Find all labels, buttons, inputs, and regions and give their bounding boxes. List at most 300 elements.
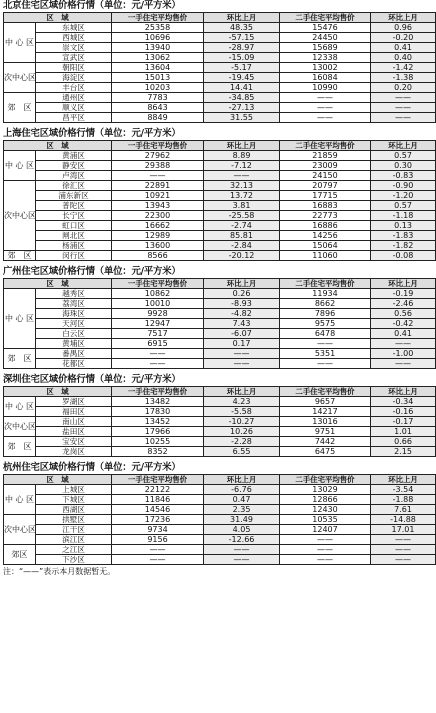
second-price-cell: 22773 bbox=[280, 211, 371, 221]
second-price-cell: 16084 bbox=[280, 73, 371, 83]
table-row bbox=[4, 525, 436, 535]
new-change-cell: —— bbox=[204, 171, 280, 181]
second-price-cell: 9751 bbox=[280, 427, 371, 437]
new-price-cell: 11846 bbox=[112, 495, 204, 505]
new-price-cell: 9734 bbox=[112, 525, 204, 535]
second-change-cell: 0.56 bbox=[371, 309, 436, 319]
district-cell: 顺义区 bbox=[36, 103, 112, 113]
new-change-cell: 10.26 bbox=[204, 427, 280, 437]
second-price-cell: 6475 bbox=[280, 447, 371, 457]
new-change-cell: -25.58 bbox=[204, 211, 280, 221]
new-change-cell: -10.27 bbox=[204, 417, 280, 427]
district-cell: 海珠区 bbox=[36, 309, 112, 319]
district-cell: 上城区 bbox=[36, 485, 112, 495]
new-price-cell: 17830 bbox=[112, 407, 204, 417]
second-price-cell: —— bbox=[280, 555, 371, 565]
second-change-cell: -1.88 bbox=[371, 495, 436, 505]
district-cell: 天河区 bbox=[36, 319, 112, 329]
second-price-cell: —— bbox=[280, 339, 371, 349]
district-cell: 宣武区 bbox=[36, 53, 112, 63]
new-change-cell: —— bbox=[204, 555, 280, 565]
second-price-cell: —— bbox=[280, 545, 371, 555]
district-cell: 花都区 bbox=[36, 359, 112, 369]
new-price-cell: 7783 bbox=[112, 93, 204, 103]
second-price-cell: 17715 bbox=[280, 191, 371, 201]
district-cell: 普陀区 bbox=[36, 201, 112, 211]
district-cell: 黄浦区 bbox=[36, 151, 112, 161]
new-price-cell: 22300 bbox=[112, 211, 204, 221]
new-change-cell: 31.49 bbox=[204, 515, 280, 525]
district-cell: 徐汇区 bbox=[36, 181, 112, 191]
second-change-cell: -1.83 bbox=[371, 231, 436, 241]
new-change-cell: 6.55 bbox=[204, 447, 280, 457]
second-change-cell: 0.57 bbox=[371, 201, 436, 211]
new-price-cell: 29388 bbox=[112, 161, 204, 171]
new-price-cell: —— bbox=[112, 545, 204, 555]
district-cell: 闵行区 bbox=[36, 251, 112, 261]
new-price-cell: 10921 bbox=[112, 191, 204, 201]
second-price-cell: 7896 bbox=[280, 309, 371, 319]
table-row bbox=[4, 151, 436, 161]
unit-note: （单位：元/平方米） bbox=[94, 128, 181, 139]
new-price-cell: 13600 bbox=[112, 241, 204, 251]
second-price-cell: 15689 bbox=[280, 43, 371, 53]
price-table bbox=[3, 12, 436, 123]
district-cell: 昌平区 bbox=[36, 113, 112, 123]
district-cell: 海淀区 bbox=[36, 73, 112, 83]
column-header-new-price: 一手住宅平均售价 bbox=[112, 279, 204, 289]
district-cell: 长宁区 bbox=[36, 211, 112, 221]
new-change-cell: -4.82 bbox=[204, 309, 280, 319]
column-header-second-price: 二手住宅平均售价 bbox=[280, 387, 371, 397]
new-change-cell: 14.41 bbox=[204, 83, 280, 93]
second-change-cell: -0.08 bbox=[371, 251, 436, 261]
new-price-cell: 17966 bbox=[112, 427, 204, 437]
second-change-cell: 0.20 bbox=[371, 83, 436, 93]
new-change-cell: 13.72 bbox=[204, 191, 280, 201]
district-cell: 白云区 bbox=[36, 329, 112, 339]
table-row bbox=[4, 211, 436, 221]
table-row bbox=[4, 495, 436, 505]
new-price-cell: 13604 bbox=[112, 63, 204, 73]
column-header-second-price: 二手住宅平均售价 bbox=[280, 141, 371, 151]
new-change-cell: -6.07 bbox=[204, 329, 280, 339]
new-change-cell: 4.05 bbox=[204, 525, 280, 535]
second-price-cell: 12430 bbox=[280, 505, 371, 515]
district-cell: 闸北区 bbox=[36, 231, 112, 241]
price-section bbox=[3, 266, 418, 374]
table-header-row bbox=[4, 475, 436, 485]
table-row bbox=[4, 515, 436, 525]
column-header-region: 区 域 bbox=[4, 387, 112, 397]
column-header-new-change: 环比上月 bbox=[204, 475, 280, 485]
column-header-new-change: 环比上月 bbox=[204, 141, 280, 151]
second-change-cell: 0.96 bbox=[371, 23, 436, 33]
unit-note: （单位：元/平方米） bbox=[94, 462, 181, 473]
district-cell: 卢湾区 bbox=[36, 171, 112, 181]
section-title bbox=[3, 0, 397, 12]
column-header-second-change: 环比上月 bbox=[371, 141, 436, 151]
second-change-cell: -0.42 bbox=[371, 319, 436, 329]
new-change-cell: —— bbox=[204, 545, 280, 555]
table-row bbox=[4, 63, 436, 73]
new-price-cell: 10010 bbox=[112, 299, 204, 309]
district-cell: 番禺区 bbox=[36, 349, 112, 359]
region-group-cell: 次中心区 bbox=[4, 417, 36, 437]
district-cell: 荔湾区 bbox=[36, 299, 112, 309]
table-row bbox=[4, 309, 436, 319]
column-header-second-change: 环比上月 bbox=[371, 279, 436, 289]
second-price-cell: 10535 bbox=[280, 515, 371, 525]
column-header-second-change: 环比上月 bbox=[371, 13, 436, 23]
new-price-cell: 10203 bbox=[112, 83, 204, 93]
second-price-cell: 5351 bbox=[280, 349, 371, 359]
region-group-cell: 次中心区 bbox=[4, 63, 36, 93]
table-row bbox=[4, 485, 436, 495]
column-header-new-change: 环比上月 bbox=[204, 279, 280, 289]
district-cell: 西城区 bbox=[36, 33, 112, 43]
table-row bbox=[4, 171, 436, 181]
new-change-cell: 31.55 bbox=[204, 113, 280, 123]
new-change-cell: -20.12 bbox=[204, 251, 280, 261]
section-title bbox=[3, 266, 397, 278]
unit-note: （单位：元/平方米） bbox=[94, 266, 181, 277]
new-price-cell: 12989 bbox=[112, 231, 204, 241]
second-change-cell: -1.00 bbox=[371, 349, 436, 359]
second-change-cell: —— bbox=[371, 339, 436, 349]
new-change-cell: 85.81 bbox=[204, 231, 280, 241]
district-cell: 江干区 bbox=[36, 525, 112, 535]
new-price-cell: —— bbox=[112, 359, 204, 369]
section-title bbox=[3, 462, 397, 474]
second-change-cell: -1.18 bbox=[371, 211, 436, 221]
district-cell: 拱墅区 bbox=[36, 515, 112, 525]
unit-note: （单位：元/平方米） bbox=[94, 0, 181, 11]
table-row bbox=[4, 251, 436, 261]
new-change-cell: -2.84 bbox=[204, 241, 280, 251]
new-change-cell: 0.26 bbox=[204, 289, 280, 299]
second-price-cell: 12407 bbox=[280, 525, 371, 535]
second-change-cell: -1.82 bbox=[371, 241, 436, 251]
new-change-cell: -8.93 bbox=[204, 299, 280, 309]
table-row bbox=[4, 221, 436, 231]
district-cell: 福田区 bbox=[36, 407, 112, 417]
new-price-cell: 10255 bbox=[112, 437, 204, 447]
table-row bbox=[4, 407, 436, 417]
table-row bbox=[4, 289, 436, 299]
second-price-cell: 12338 bbox=[280, 53, 371, 63]
new-change-cell: -7.12 bbox=[204, 161, 280, 171]
new-price-cell: 15013 bbox=[112, 73, 204, 83]
second-change-cell: 1.01 bbox=[371, 427, 436, 437]
new-change-cell: 4.23 bbox=[204, 397, 280, 407]
second-change-cell: -0.34 bbox=[371, 397, 436, 407]
second-change-cell: —— bbox=[371, 93, 436, 103]
district-cell: 浦东新区 bbox=[36, 191, 112, 201]
region-group-cell: 中 心 区 bbox=[4, 397, 36, 417]
second-price-cell: 14256 bbox=[280, 231, 371, 241]
second-change-cell: 0.41 bbox=[371, 43, 436, 53]
new-price-cell: 13452 bbox=[112, 417, 204, 427]
second-change-cell: -1.38 bbox=[371, 73, 436, 83]
footnote: 注：“——”表示本月数据暂无。 bbox=[3, 567, 116, 576]
second-change-cell: —— bbox=[371, 103, 436, 113]
district-cell: 静安区 bbox=[36, 161, 112, 171]
second-change-cell: —— bbox=[371, 113, 436, 123]
table-row bbox=[4, 505, 436, 515]
new-price-cell: 10862 bbox=[112, 289, 204, 299]
new-price-cell: 17236 bbox=[112, 515, 204, 525]
district-cell: 盐田区 bbox=[36, 427, 112, 437]
district-cell: 龙岗区 bbox=[36, 447, 112, 457]
new-change-cell: -6.76 bbox=[204, 485, 280, 495]
new-change-cell: 3.81 bbox=[204, 201, 280, 211]
region-group-cell: 郊 区 bbox=[4, 437, 36, 457]
second-change-cell: -0.16 bbox=[371, 407, 436, 417]
table-row bbox=[4, 113, 436, 123]
second-price-cell: 20797 bbox=[280, 181, 371, 191]
second-change-cell: 0.13 bbox=[371, 221, 436, 231]
new-change-cell: 48.35 bbox=[204, 23, 280, 33]
table-row bbox=[4, 191, 436, 201]
new-change-cell: -27.13 bbox=[204, 103, 280, 113]
region-group-cell: 次中心区 bbox=[4, 515, 36, 545]
new-change-cell: -5.17 bbox=[204, 63, 280, 73]
new-price-cell: 8643 bbox=[112, 103, 204, 113]
district-cell: 滨江区 bbox=[36, 535, 112, 545]
second-change-cell: -14.88 bbox=[371, 515, 436, 525]
region-group-cell: 中 心 区 bbox=[4, 289, 36, 349]
second-price-cell: —— bbox=[280, 535, 371, 545]
new-change-cell: 0.47 bbox=[204, 495, 280, 505]
district-cell: 朝阳区 bbox=[36, 63, 112, 73]
district-cell: 之江区 bbox=[36, 545, 112, 555]
table-row bbox=[4, 447, 436, 457]
new-change-cell: -19.45 bbox=[204, 73, 280, 83]
district-cell: 杨浦区 bbox=[36, 241, 112, 251]
new-change-cell: —— bbox=[204, 349, 280, 359]
second-change-cell: —— bbox=[371, 555, 436, 565]
price-section bbox=[3, 374, 418, 462]
new-change-cell: 8.89 bbox=[204, 151, 280, 161]
table-header-row bbox=[4, 387, 436, 397]
second-price-cell: 24450 bbox=[280, 33, 371, 43]
table-header-row bbox=[4, 141, 436, 151]
district-cell: 宝安区 bbox=[36, 437, 112, 447]
second-price-cell: 14217 bbox=[280, 407, 371, 417]
new-price-cell: 25358 bbox=[112, 23, 204, 33]
table-row bbox=[4, 161, 436, 171]
new-change-cell: —— bbox=[204, 359, 280, 369]
second-change-cell: -0.17 bbox=[371, 417, 436, 427]
table-row bbox=[4, 231, 436, 241]
second-change-cell: -3.54 bbox=[371, 485, 436, 495]
second-price-cell: 13002 bbox=[280, 63, 371, 73]
table-row bbox=[4, 53, 436, 63]
price-section bbox=[3, 462, 418, 565]
new-change-cell: -2.74 bbox=[204, 221, 280, 231]
region-group-cell: 郊 区 bbox=[4, 349, 36, 369]
second-price-cell: 23009 bbox=[280, 161, 371, 171]
second-price-cell: 7442 bbox=[280, 437, 371, 447]
second-change-cell: -0.19 bbox=[371, 289, 436, 299]
new-price-cell: 13062 bbox=[112, 53, 204, 63]
district-cell: 南山区 bbox=[36, 417, 112, 427]
district-cell: 西湖区 bbox=[36, 505, 112, 515]
new-price-cell: 22891 bbox=[112, 181, 204, 191]
second-price-cell: —— bbox=[280, 103, 371, 113]
column-header-second-change: 环比上月 bbox=[371, 475, 436, 485]
column-header-new-change: 环比上月 bbox=[204, 13, 280, 23]
second-change-cell: —— bbox=[371, 535, 436, 545]
table-row bbox=[4, 359, 436, 369]
new-change-cell: -5.58 bbox=[204, 407, 280, 417]
new-change-cell: -2.28 bbox=[204, 437, 280, 447]
second-price-cell: 15476 bbox=[280, 23, 371, 33]
new-price-cell: —— bbox=[112, 349, 204, 359]
price-table bbox=[3, 474, 436, 565]
district-cell: 通州区 bbox=[36, 93, 112, 103]
region-group-cell: 中 心 区 bbox=[4, 151, 36, 181]
second-change-cell: 0.40 bbox=[371, 53, 436, 63]
table-row bbox=[4, 555, 436, 565]
second-change-cell: 17.01 bbox=[371, 525, 436, 535]
column-header-second-price: 二手住宅平均售价 bbox=[280, 279, 371, 289]
table-row bbox=[4, 545, 436, 555]
new-change-cell: -57.15 bbox=[204, 33, 280, 43]
table-row bbox=[4, 339, 436, 349]
second-change-cell: 0.57 bbox=[371, 151, 436, 161]
section-title-text: 广州住宅区域价格行情 bbox=[3, 266, 95, 277]
second-price-cell: 16883 bbox=[280, 201, 371, 211]
new-change-cell: -12.66 bbox=[204, 535, 280, 545]
second-change-cell: —— bbox=[371, 545, 436, 555]
second-price-cell: 9657 bbox=[280, 397, 371, 407]
new-price-cell: 8566 bbox=[112, 251, 204, 261]
section-title-text: 深圳住宅区域价格行情 bbox=[3, 374, 95, 385]
column-header-region: 区 域 bbox=[4, 13, 112, 23]
new-price-cell: 6915 bbox=[112, 339, 204, 349]
district-cell: 罗湖区 bbox=[36, 397, 112, 407]
region-group-cell: 郊区 bbox=[4, 545, 36, 565]
new-price-cell: 10696 bbox=[112, 33, 204, 43]
table-row bbox=[4, 241, 436, 251]
second-price-cell: —— bbox=[280, 93, 371, 103]
new-price-cell: 14546 bbox=[112, 505, 204, 515]
new-price-cell: 8352 bbox=[112, 447, 204, 457]
second-price-cell: —— bbox=[280, 113, 371, 123]
second-change-cell: 0.41 bbox=[371, 329, 436, 339]
table-row bbox=[4, 73, 436, 83]
column-header-second-change: 环比上月 bbox=[371, 387, 436, 397]
second-change-cell: -0.20 bbox=[371, 33, 436, 43]
district-cell: 崇文区 bbox=[36, 43, 112, 53]
second-price-cell: 10990 bbox=[280, 83, 371, 93]
second-price-cell: 13016 bbox=[280, 417, 371, 427]
second-change-cell: 0.66 bbox=[371, 437, 436, 447]
new-change-cell: 32.13 bbox=[204, 181, 280, 191]
district-cell: 东城区 bbox=[36, 23, 112, 33]
table-row bbox=[4, 397, 436, 407]
price-table bbox=[3, 140, 436, 261]
second-price-cell: 21859 bbox=[280, 151, 371, 161]
district-cell: 下沙区 bbox=[36, 555, 112, 565]
second-price-cell: 8662 bbox=[280, 299, 371, 309]
second-change-cell: -1.20 bbox=[371, 191, 436, 201]
second-change-cell: -1.42 bbox=[371, 63, 436, 73]
second-change-cell: -0.83 bbox=[371, 171, 436, 181]
region-group-cell: 郊 区 bbox=[4, 251, 36, 261]
section-title bbox=[3, 128, 397, 140]
price-table bbox=[3, 386, 436, 457]
second-change-cell: 7.61 bbox=[371, 505, 436, 515]
district-cell: 下城区 bbox=[36, 495, 112, 505]
column-header-second-price: 二手住宅平均售价 bbox=[280, 13, 371, 23]
new-price-cell: 7517 bbox=[112, 329, 204, 339]
new-price-cell: 9928 bbox=[112, 309, 204, 319]
new-price-cell: 13482 bbox=[112, 397, 204, 407]
new-change-cell: 2.35 bbox=[204, 505, 280, 515]
district-cell: 越秀区 bbox=[36, 289, 112, 299]
table-header-row bbox=[4, 13, 436, 23]
table-header-row bbox=[4, 279, 436, 289]
second-change-cell: -0.90 bbox=[371, 181, 436, 191]
column-header-new-price: 一手住宅平均售价 bbox=[112, 141, 204, 151]
second-change-cell: -2.46 bbox=[371, 299, 436, 309]
section-title-text: 北京住宅区域价格行情 bbox=[3, 0, 95, 11]
table-row bbox=[4, 181, 436, 191]
column-header-region: 区 域 bbox=[4, 475, 112, 485]
table-row bbox=[4, 437, 436, 447]
region-group-cell: 中 心 区 bbox=[4, 23, 36, 63]
column-header-region: 区 域 bbox=[4, 141, 112, 151]
new-change-cell: -34.85 bbox=[204, 93, 280, 103]
price-section bbox=[3, 0, 418, 128]
second-change-cell: —— bbox=[371, 359, 436, 369]
second-price-cell: 16886 bbox=[280, 221, 371, 231]
column-header-new-change: 环比上月 bbox=[204, 387, 280, 397]
new-price-cell: —— bbox=[112, 555, 204, 565]
table-row bbox=[4, 201, 436, 211]
second-price-cell: 6478 bbox=[280, 329, 371, 339]
price-section bbox=[3, 128, 418, 266]
table-row bbox=[4, 93, 436, 103]
column-header-new-price: 一手住宅平均售价 bbox=[112, 475, 204, 485]
new-price-cell: 16662 bbox=[112, 221, 204, 231]
second-change-cell: 0.30 bbox=[371, 161, 436, 171]
second-price-cell: 15064 bbox=[280, 241, 371, 251]
table-row bbox=[4, 33, 436, 43]
second-change-cell: 2.15 bbox=[371, 447, 436, 457]
new-change-cell: -15.09 bbox=[204, 53, 280, 63]
new-price-cell: 12947 bbox=[112, 319, 204, 329]
second-price-cell: —— bbox=[280, 359, 371, 369]
table-row bbox=[4, 43, 436, 53]
second-price-cell: 24150 bbox=[280, 171, 371, 181]
column-header-new-price: 一手住宅平均售价 bbox=[112, 13, 204, 23]
section-title-text: 杭州住宅区域价格行情 bbox=[3, 462, 95, 473]
table-row bbox=[4, 83, 436, 93]
table-row bbox=[4, 535, 436, 545]
second-price-cell: 12866 bbox=[280, 495, 371, 505]
new-change-cell: -28.97 bbox=[204, 43, 280, 53]
new-price-cell: 9156 bbox=[112, 535, 204, 545]
district-cell: 黄埔区 bbox=[36, 339, 112, 349]
table-row bbox=[4, 349, 436, 359]
region-group-cell: 中 心 区 bbox=[4, 485, 36, 515]
region-group-cell: 次中心区 bbox=[4, 181, 36, 251]
column-header-region: 区 域 bbox=[4, 279, 112, 289]
